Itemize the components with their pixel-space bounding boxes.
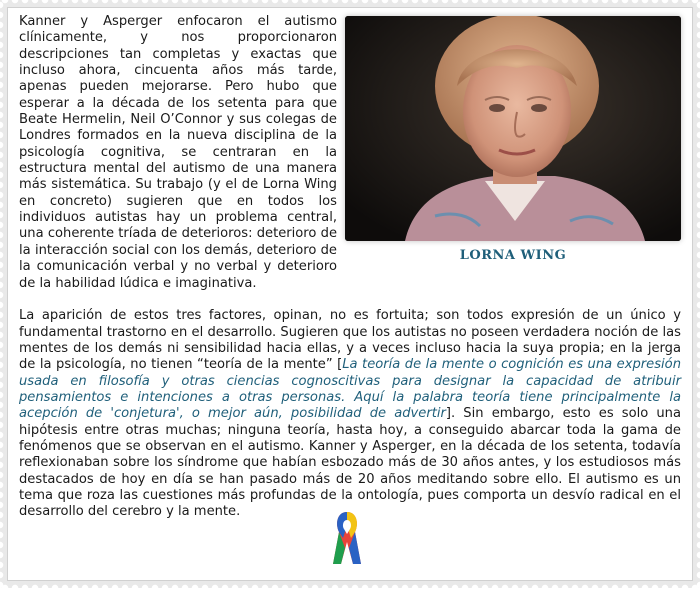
article (19, 14, 681, 521)
theory-of-mind-quote: La teoría de la mente o cognición es una expresión usada en filosofía y otras ciencias cognoscitivas para designar la capacidad de atribuir pensamientos e intenciones a otras personas. Aquí la palabra teoría tiene principalmente la acepción de 'conjetura', o mejor aún, posibilidad de advertir (19, 357, 681, 422)
paragraph-theory-before: La aparición de estos tres factores, opinan, no es fortuita; son todos expresión de un único y fundamental trastorno en el desarrollo. Sugieren que los autistas no poseen verdadera noción de las mentes de los demás ni sensibilidad hacia ellas, y a veces incluso hacia la suya propia; en la jerga de la psicología, no tienen “teoría de la mente” [ (19, 308, 681, 373)
perforation-left (0, 0, 4, 588)
perforation-top (0, 0, 700, 4)
perforation-right (696, 0, 700, 588)
portrait-illustration (345, 16, 681, 241)
portrait-photo (345, 16, 681, 241)
paragraph-theory (19, 308, 681, 520)
paragraph-theory-after: ]. Sin embargo, esto es solo una hipótesis entre otras muchas; ninguna teoría, hasta hoy, a conseguido abarcar toda la gama de fenómenos que se observan en el autismo. Kanner y Asperger, en la década de los setenta, todavía reflexionaban sobre los síndrome que habían esbozado más de 30 años antes, y los estudiosos más destacados de hoy en día se han pasado más de 20 años meditando sobre ello. El autismo es un tema que roza las cuestiones más profundas de la ontología, pues comporta un desvío radical en el desarrollo del cerebro y la mente. (19, 406, 682, 520)
paragraph-intro: Kanner y Asperger enfocaron el autismo clínicamente, y nos proporcionaron descripciones tan completas y exactas que incluso ahora, cincuenta años más tarde, apenas pueden mejorarse. Pero hubo que esperar a la década de los setenta para que Beate Hermelin, Neil O’Connor y sus colegas de Londres formados en la nueva disciplina de la psicología cognitiva, se centraran en la estructura mental del autismo de una manera más sistemática. Su trabajo (y el de Lorna Wing en concreto) sugieren que en todos los individuos autistas hay un problema central, una coherente tríada de deterioros: deterioro de la interacción social con los demás, deterioro de la comunicación verbal y no verbal y deterioro de la habilidad lúdica e imaginativa. (19, 14, 337, 291)
autism-puzzle-ribbon-icon (329, 508, 365, 568)
photo-figure (345, 16, 681, 278)
perforation-bottom (0, 584, 700, 592)
photo-caption: LORNA WING (459, 248, 567, 263)
